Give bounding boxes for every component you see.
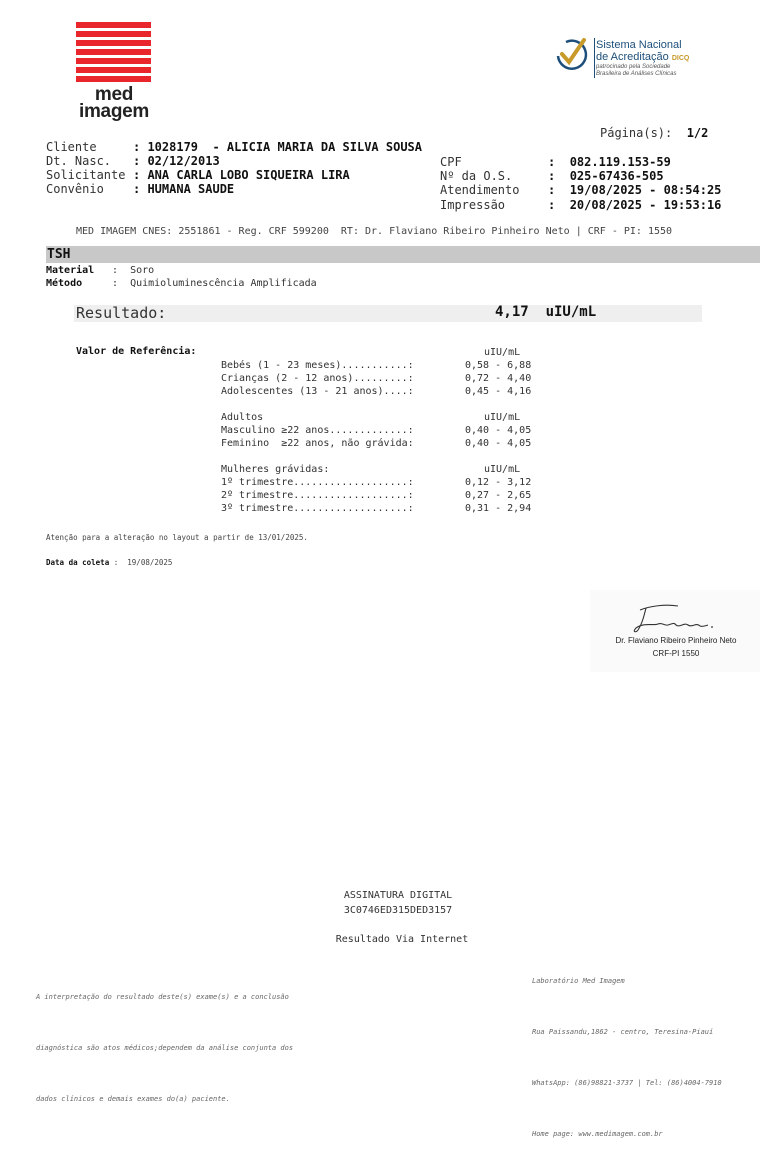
accreditation-sponsor	[596, 64, 676, 78]
reference-row-label: Adolescentes (13 - 21 anos)....:	[221, 386, 414, 397]
accreditation-badge: DICQ	[671, 55, 690, 62]
atendimento-row: Atendimento : 19/08/2025 - 08:54:25	[440, 183, 722, 197]
result-unit: uIU/mL	[545, 304, 597, 320]
coleta-label: Data da coleta	[46, 558, 110, 567]
reference-row-label: 1º trimestre...................:	[221, 477, 414, 488]
exam-title: TSH	[47, 247, 71, 262]
reference-label: Valor de Referência:	[76, 346, 197, 357]
accreditation-check-icon	[552, 34, 592, 74]
reference-row-label: Masculino ≥22 anos.............:	[221, 425, 414, 436]
footer-lab-line: Laboratório Med Imagem	[532, 977, 625, 985]
footer-lab-line: Rua Paissandu,1862 - centro, Teresina-Piauí	[532, 1028, 714, 1036]
cliente-label: Cliente	[46, 140, 97, 154]
footer-disclaimer-line: dados clínicos e demais exames do(a) paciente.	[36, 1095, 230, 1103]
impressao-row: Impressão : 20/08/2025 - 19:53:16	[440, 198, 722, 212]
reference-row-range: 0,12 - 3,12	[465, 477, 532, 488]
material-row: Material : Soro	[46, 265, 155, 276]
lab-registration-line: MED IMAGEM CNES: 2551861 - Reg. CRF 599200 RT: Dr. Flaviano Ribeiro Pinheiro Neto | CRF - PI: 1550	[76, 226, 673, 237]
result-bar	[74, 305, 702, 322]
accreditation-sponsor-line-2: Brasileira de Análises Clínicas	[596, 71, 677, 77]
reference-row-label: 3º trimestre...................:	[221, 503, 414, 514]
logo-line-2: imagem	[78, 101, 149, 122]
accreditation-seal	[552, 28, 742, 83]
atendimento-label: Atendimento	[440, 183, 520, 197]
convenio-row: Convênio : HUMANA SAUDE	[46, 182, 235, 196]
reference-row-label: Bebés (1 - 23 meses)...........:	[221, 360, 414, 371]
page-indicator	[600, 126, 708, 140]
reference-row-range: 0,58 - 6,88	[465, 360, 532, 371]
solicitante-value: ANA CARLA LOBO SIQUEIRA LIRA	[147, 168, 350, 182]
coleta-value: 19/08/2025	[127, 558, 173, 567]
result-label: Resultado:	[76, 304, 167, 322]
reference-row-range: 0,31 - 2,94	[465, 503, 532, 514]
reference-row-range: 0,40 - 4,05	[465, 425, 532, 436]
nasc-value: 02/12/2013	[147, 154, 220, 168]
page-label: Página(s):	[600, 126, 673, 140]
reference-row-range: 0,72 - 4,40	[465, 373, 532, 384]
metodo-row: Método : Quimioluminescência Amplificada	[46, 278, 317, 289]
material-label: Material	[46, 265, 95, 276]
signer-name: Dr. Flaviano Ribeiro Pinheiro Neto	[615, 636, 737, 645]
metodo-value: Quimioluminescência Amplificada	[130, 278, 317, 289]
accreditation-sponsor-line-1: patrocinado pela Sociedade	[596, 64, 671, 70]
handwritten-signature	[610, 600, 720, 636]
nasc-row: Dt. Nasc. : 02/12/2013	[46, 154, 220, 168]
reference-row-label: 2º trimestre...................:	[221, 490, 414, 501]
os-value: 025-67436-505	[569, 169, 664, 183]
result-value-row	[495, 304, 596, 320]
footer-lab-info	[532, 939, 722, 1160]
metodo-label: Método	[46, 278, 83, 289]
layout-notice: Atenção para a alteração no layout a partir de 13/01/2025.	[46, 533, 308, 542]
via-internet-label: Resultado Via Internet	[335, 934, 469, 945]
digital-signature-code: 3C0746ED315DED3157	[343, 905, 453, 916]
accreditation-line-1: Sistema Nacional	[596, 39, 682, 51]
logo-line-1: med	[94, 84, 134, 105]
cpf-row: CPF : 082.119.153-59	[440, 155, 671, 169]
cpf-label: CPF	[440, 155, 462, 169]
impressao-value: 20/08/2025 - 19:53:16	[569, 198, 722, 212]
os-row: Nº da O.S. : 025-67436-505	[440, 169, 664, 183]
footer-lab-line: WhatsApp: (86)98821-3737 | Tel: (86)4004-7910	[532, 1079, 722, 1087]
footer-disclaimer	[36, 955, 293, 1125]
reference-unit: uIU/mL	[484, 347, 521, 358]
footer-disclaimer-line: diagnóstica são atos médicos;dependem da análise conjunta dos	[36, 1044, 294, 1052]
impressao-label: Impressão	[440, 198, 506, 212]
solicitante-label: Solicitante	[46, 168, 126, 182]
footer-disclaimer-line: A interpretação do resultado deste(s) exame(s) e a conclusão	[36, 993, 289, 1001]
material-value: Soro	[130, 265, 155, 276]
result-value: 4,17	[495, 304, 529, 320]
company-logo	[72, 86, 156, 120]
os-label: Nº da O.S.	[440, 169, 513, 183]
convenio-value: HUMANA SAUDE	[147, 182, 235, 196]
reference-row-range: 0,45 - 4,16	[465, 386, 532, 397]
atendimento-value: 19/08/2025 - 08:54:25	[569, 183, 722, 197]
reference-row-label: Feminino ≥22 anos, não grávida:	[221, 438, 414, 449]
coleta-row: Data da coleta : 19/08/2025	[46, 558, 173, 567]
solicitante-row: Solicitante : ANA CARLA LOBO SIQUEIRA LIRA	[46, 168, 350, 182]
accreditation-line-2	[596, 51, 689, 65]
cliente-row: Cliente : 1028179 - ALICIA MARIA DA SILVA SOUSA	[46, 140, 422, 154]
reference-row-range: 0,40 - 4,05	[465, 438, 532, 449]
footer-lab-line: Home page: www.medimagem.com.br	[532, 1130, 663, 1138]
exam-title-bar	[46, 246, 760, 263]
reference-row-range: 0,27 - 2,65	[465, 490, 532, 501]
convenio-label: Convênio	[46, 182, 104, 196]
accreditation-line-2-text: de Acreditação	[596, 51, 669, 63]
reference-unit: uIU/mL	[484, 464, 521, 475]
cliente-value: 1028179 - ALICIA MARIA DA SILVA SOUSA	[147, 140, 422, 154]
reference-group-header: Mulheres grávidas:	[221, 464, 330, 475]
page-value: 1/2	[686, 126, 709, 140]
reference-group-header: Adultos	[221, 412, 264, 423]
signer-crf: CRF-PI 1550	[652, 649, 700, 658]
cpf-value: 082.119.153-59	[569, 155, 671, 169]
nasc-label: Dt. Nasc.	[46, 154, 112, 168]
logo-bars	[76, 22, 151, 85]
reference-row-label: Crianças (2 - 12 anos).........:	[221, 373, 414, 384]
reference-unit: uIU/mL	[484, 412, 521, 423]
digital-signature-title: ASSINATURA DIGITAL	[343, 890, 453, 901]
